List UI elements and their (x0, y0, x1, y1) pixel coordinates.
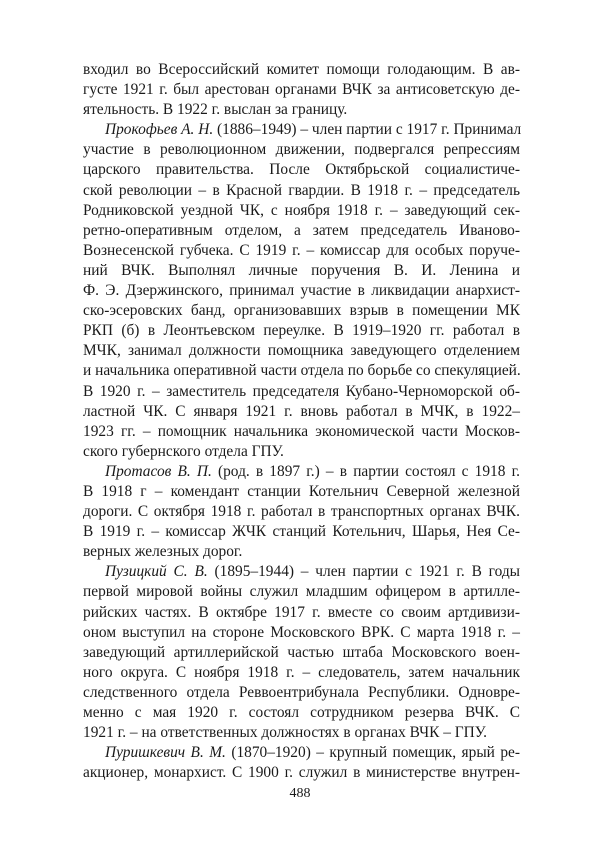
text-line: Вознесенской губчека. С 1919 г. – комиссар для особых поруче- (83, 241, 520, 259)
text-line: менно с мая 1920 г. состоял сотрудником резерва ВЧК. С (83, 704, 520, 721)
text-line: царского правительства. После Октябрьской социалистиче- (83, 161, 520, 179)
text-line: 1923 гг. – помощник начальника экономической части Москов- (83, 422, 520, 440)
entry-text: (1886–1949) – член партии с 1917 г. Принимал (213, 121, 522, 139)
text-line: ний ВЧК. Выполнял личные поручения В. И. Ленина и (83, 261, 520, 279)
entry-name: Пуришкевич В. М. (105, 744, 226, 762)
text-line: ской революции – в Красной гвардии. В 1918 г. – председатель (83, 181, 520, 199)
text-line: ско-эсеровских банд, организовавших взрыв в помещении МК (83, 302, 520, 320)
text-line: ного округа. С ноября 1918 г. – следователь, затем начальник (83, 663, 520, 681)
text-line: Ф. Э. Дзержинского, принимал участие в ликвидации анархист- (83, 282, 520, 300)
entry-name: Пузицкий С. В. (105, 563, 208, 581)
entry-text: (1895–1944) – член партии с 1921 г. В годы (207, 563, 521, 581)
text-line: дороги. С октября 1918 г. работал в транспортных органах ВЧК. (83, 503, 520, 521)
text-line: верных железных дорог. (83, 543, 243, 561)
text-line: 1921 г. – на ответственных должностях в органах ВЧК – ГПУ. (83, 724, 488, 742)
text-line: участие в революционном движении, подвергался репрессиям (83, 141, 520, 159)
entry-first-line (83, 120, 520, 140)
entry-text: (род. в 1897 г.) – в партии состоял с 1918 г. (211, 462, 521, 480)
entry-first-line (83, 562, 520, 582)
text-line: рийских частях. В октябре 1917 г. вместе со своим артдивизи- (83, 603, 520, 621)
entry-name: Протасов В. П. (105, 462, 212, 480)
text-line: Родниковской уездной ЧК, с ноября 1918 г. – заведующий сек- (83, 201, 520, 219)
text-line: и начальника оперативной части отдела по борьбе со спекуляцией. (83, 362, 521, 380)
text-line: В 1920 г. – заместитель председателя Кубано-Черноморской об- (83, 382, 520, 400)
text-line: оном выступил на стороне Московского ВРК. С марта 1918 г. – (83, 623, 520, 641)
text-line: заведующий артиллерийской частью штаба Московского воен- (83, 643, 520, 661)
text-line: В 1918 г – комендант станции Котельнич Северной железной (83, 482, 520, 500)
text-line: акционер, монархист. С 1900 г. служил в министерстве внутрен- (83, 764, 520, 782)
text-line: РКП (б) в Леонтьевском переулке. В 1919–1920 гг. работал в (83, 322, 520, 340)
text-line: МЧК, занимал должности помощника заведующего отделением (83, 342, 520, 360)
text-line: ского губернского отдела ГПУ. (83, 442, 284, 460)
text-line: входил во Всероссийский комитет помощи голодающим. В ав- (83, 61, 520, 78)
text-line: В 1919 г. – комиссар ЖЧК станций Котельнич, Шарья, Нея Се- (83, 523, 520, 541)
entry-first-line (83, 462, 520, 482)
entry-text: (1870–1920) – крупный помещик, ярый ре- (225, 744, 520, 762)
entry-first-line (83, 743, 520, 763)
page-number: 488 (289, 786, 311, 801)
text-line: густе 1921 г. был арестован органами ВЧК за антисоветскую де- (83, 81, 520, 99)
entry-name: Прокофьев А. Н. (105, 121, 214, 139)
text-line: ластной ЧК. С января 1921 г. вновь работал в МЧК, в 1922– (83, 402, 520, 420)
text-line: ятельность. В 1922 г. выслан за границу. (83, 101, 348, 119)
text-line: ретно-оперативным отделом, а затем председатель Иваново- (83, 221, 520, 239)
text-line: первой мировой войны служил младшим офицером в артилле- (83, 583, 520, 601)
text-line: следственного отдела Реввоентрибунала Республики. Одновре- (83, 683, 520, 701)
body-text (83, 60, 520, 783)
